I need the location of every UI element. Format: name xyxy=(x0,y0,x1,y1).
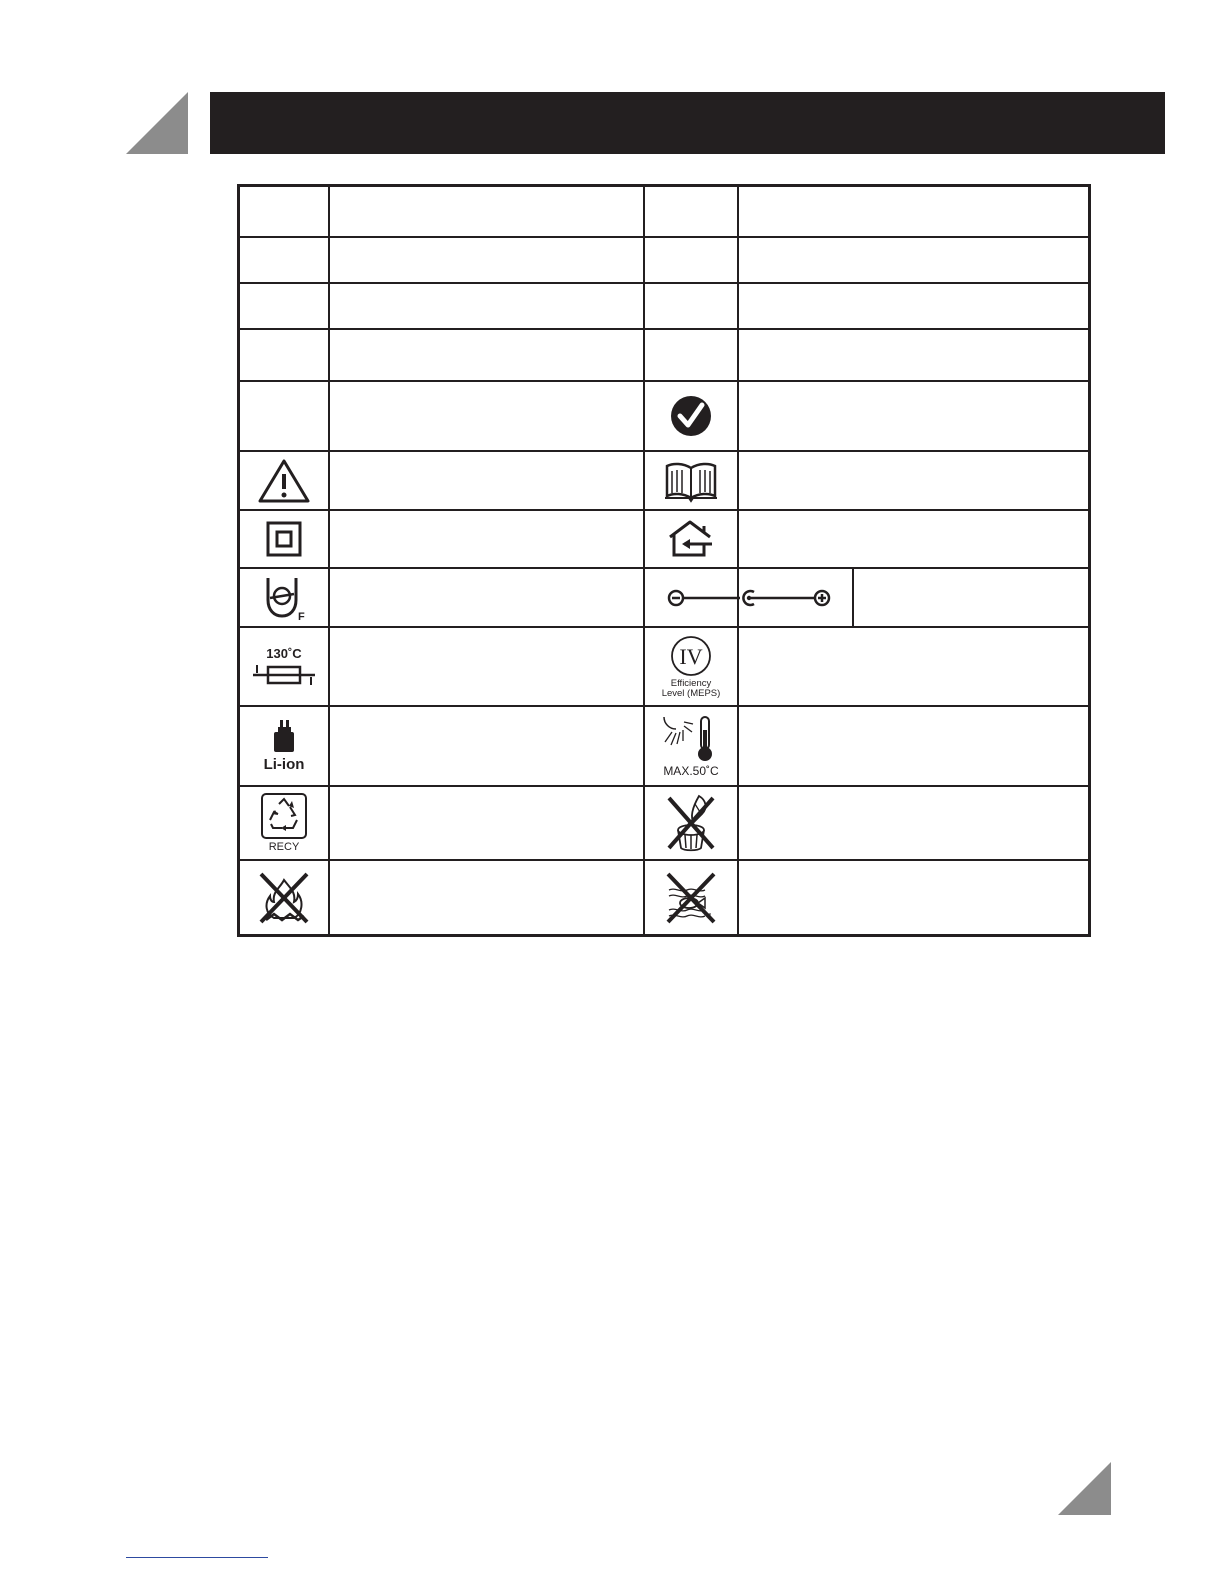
transformer-cell xyxy=(240,569,328,626)
efficiency-numeral: IV xyxy=(679,643,703,669)
no-water-cell xyxy=(645,861,737,934)
battery-cell xyxy=(240,707,328,785)
no-fire-icon xyxy=(258,870,310,926)
manual-cell xyxy=(645,452,737,509)
efficiency-cell xyxy=(645,628,737,705)
row-divider-3 xyxy=(240,328,1088,330)
no-household-waste-icon xyxy=(666,792,716,854)
recycle-cell xyxy=(240,787,328,859)
indoor-cell xyxy=(645,511,737,567)
no-bin-cell xyxy=(645,787,737,859)
polarity-cell xyxy=(645,569,852,626)
read-manual-icon xyxy=(663,460,719,502)
temperature-cell xyxy=(645,707,737,785)
col-divider-1 xyxy=(328,187,330,934)
thermal-fuse-cell xyxy=(240,628,328,705)
no-fire-cell xyxy=(240,861,328,934)
efficiency-caption-line1: Efficiency xyxy=(670,677,712,689)
li-ion-battery-icon xyxy=(271,719,297,753)
footnote-rule xyxy=(126,1557,268,1558)
warning-cell xyxy=(240,452,328,509)
warning-triangle-icon xyxy=(257,458,311,504)
no-water-disposal-icon xyxy=(665,870,717,926)
battery-label: Li-ion xyxy=(263,756,305,774)
dc-polarity-icon xyxy=(664,586,834,610)
col-divider-3 xyxy=(737,187,739,934)
indoor-use-icon xyxy=(666,519,716,559)
check-mark-icon xyxy=(669,394,713,438)
efficiency-level-icon xyxy=(670,635,712,677)
page-title-bar xyxy=(210,92,1165,154)
row-divider-1 xyxy=(240,236,1088,238)
corner-triangle-top xyxy=(126,92,188,154)
recycle-icon xyxy=(260,792,308,840)
efficiency-caption-line2: Level (MEPS) xyxy=(661,687,721,699)
double-insulation-icon xyxy=(266,521,302,557)
row-divider-2 xyxy=(240,282,1088,284)
temperature-label: MAX.50˚C xyxy=(663,764,719,779)
class2-cell xyxy=(240,511,328,567)
safety-isolating-transformer-icon xyxy=(260,574,308,622)
svg-text:F: F xyxy=(298,610,305,623)
recycle-label: RECY xyxy=(268,841,300,854)
thermal-fuse-icon xyxy=(253,664,315,686)
max-temperature-icon xyxy=(662,714,720,764)
rcm-cell xyxy=(645,382,737,450)
corner-triangle-bottom xyxy=(1058,1462,1111,1515)
symbol-table xyxy=(237,184,1091,937)
thermal-fuse-label: 130˚C xyxy=(266,646,302,662)
polarity-cell-divider xyxy=(852,567,854,626)
